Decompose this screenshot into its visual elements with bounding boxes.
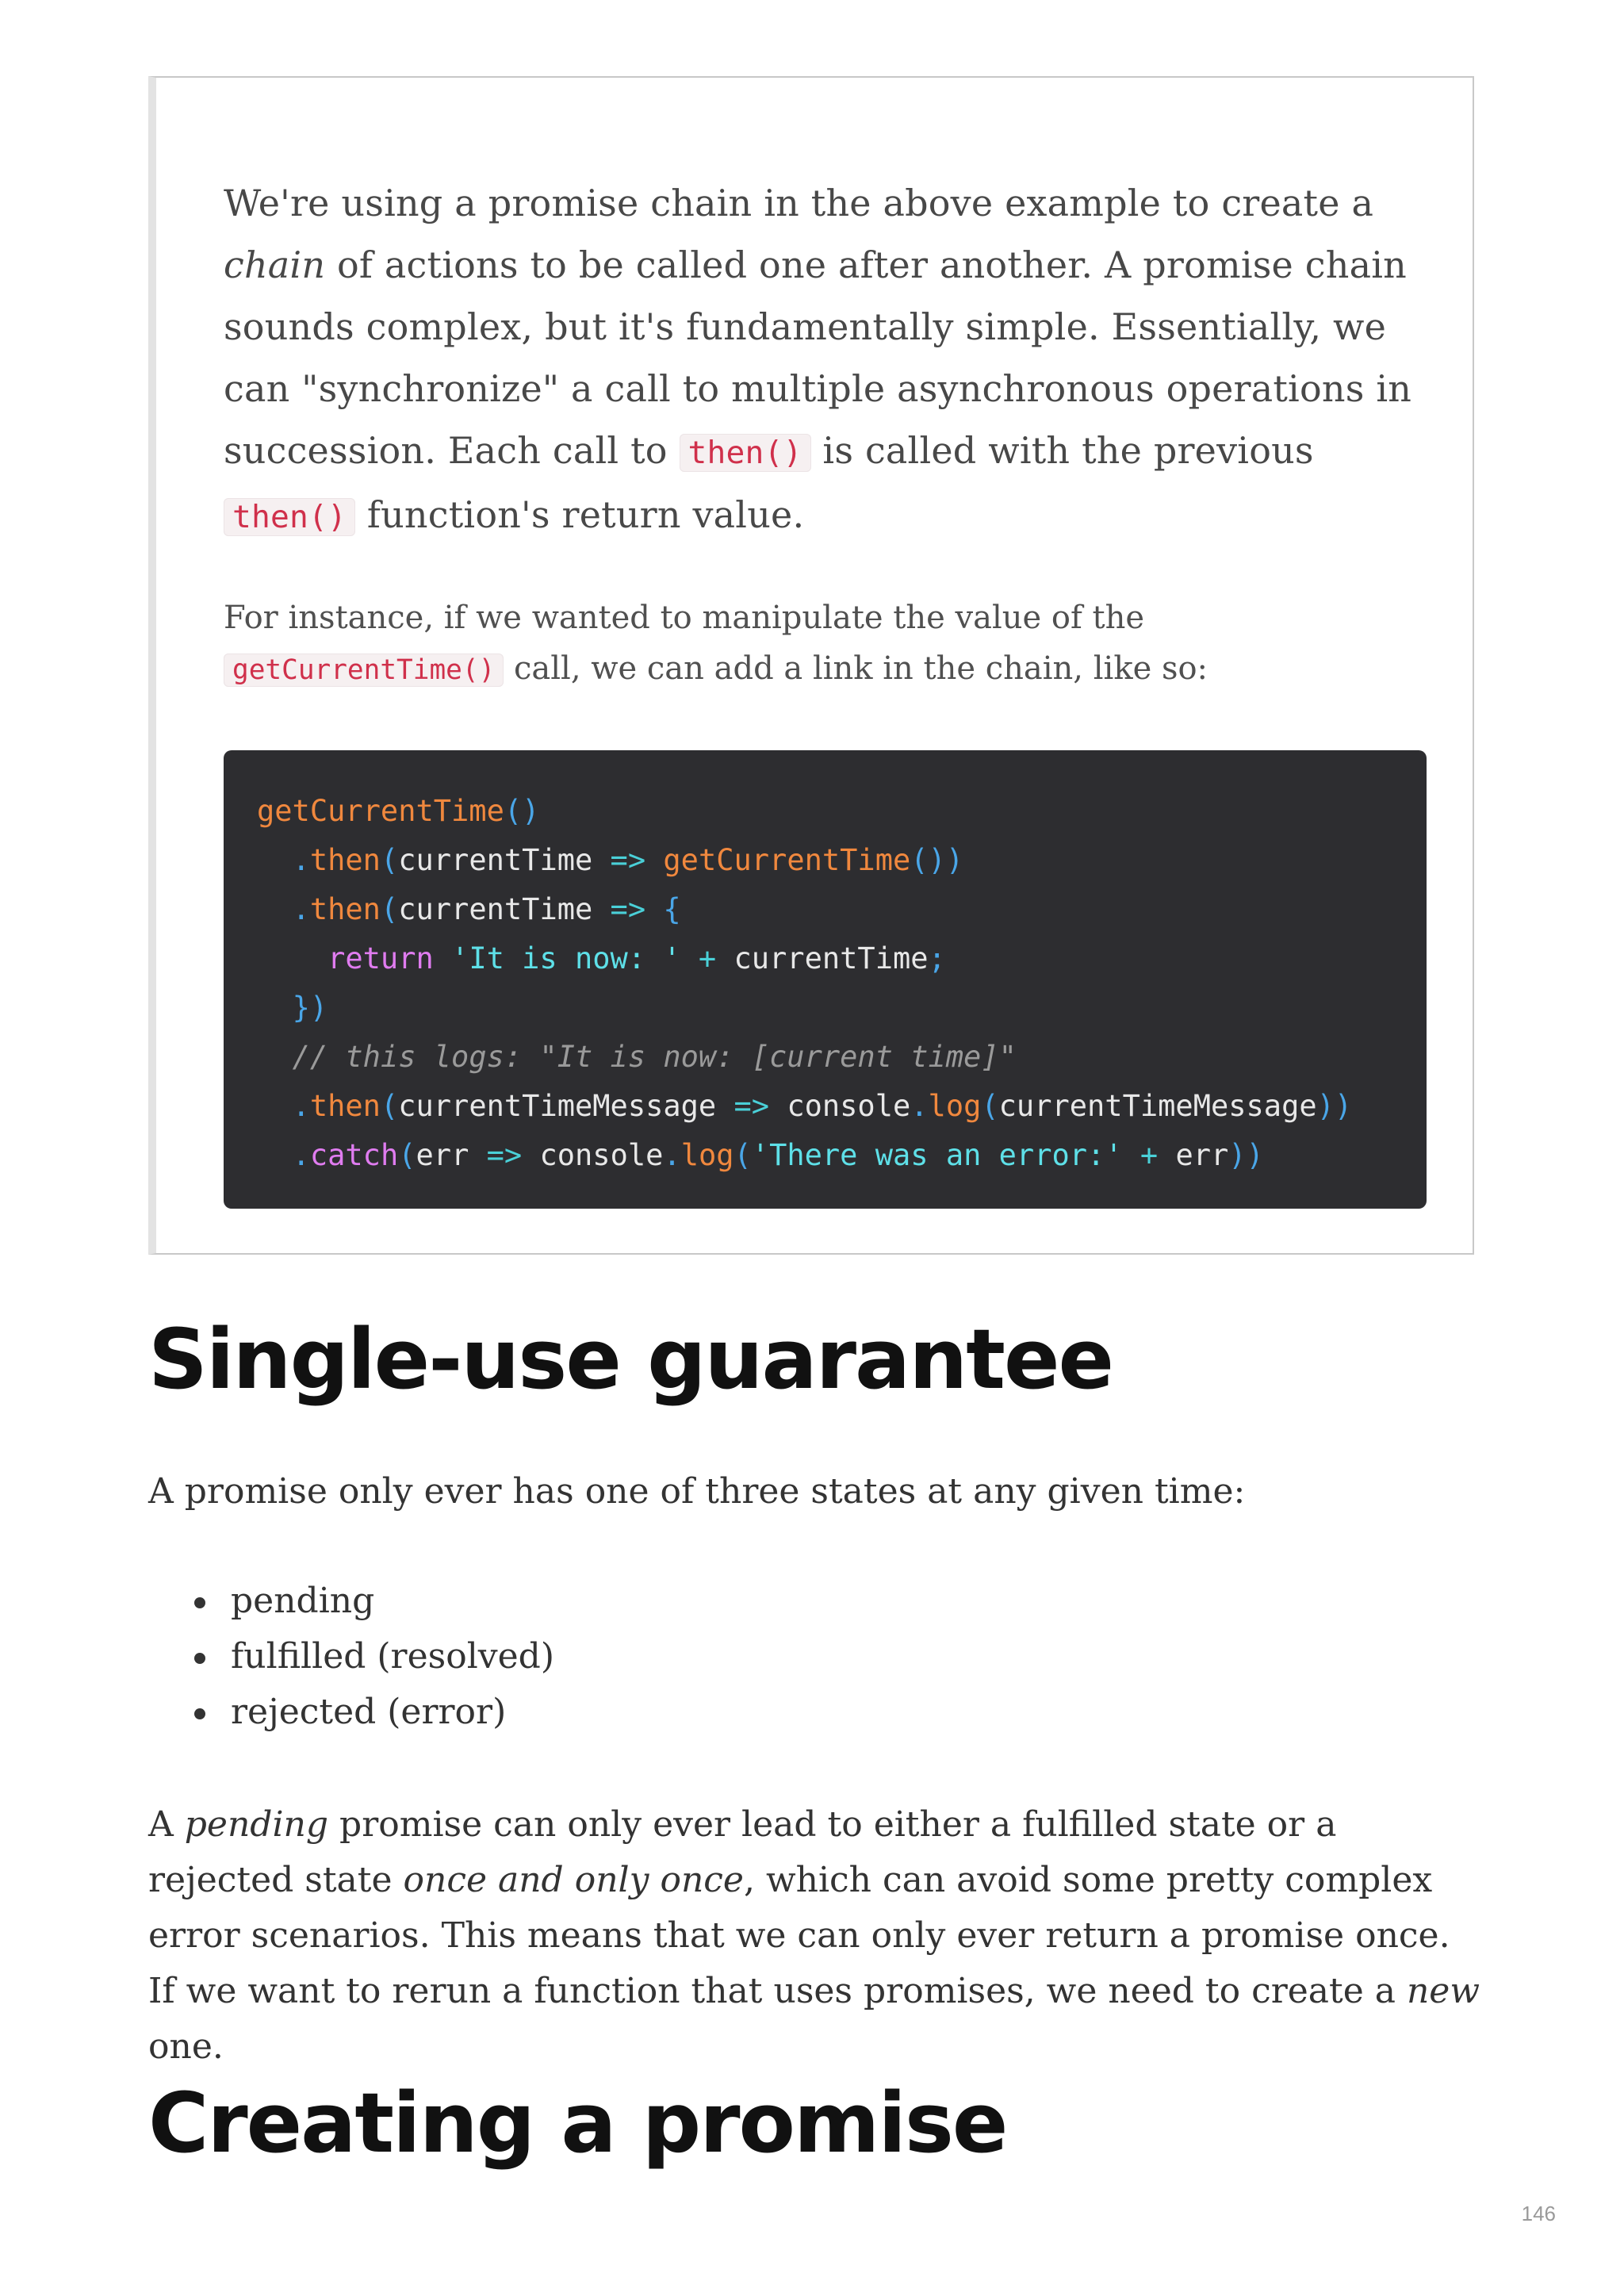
code-token: { — [663, 892, 681, 926]
code-token: )) — [1228, 1138, 1264, 1172]
code-token: ()) — [910, 843, 964, 877]
code-token: . — [292, 1138, 310, 1172]
code-indent — [257, 1138, 293, 1172]
list-item: pending — [231, 1573, 554, 1629]
code-token: err — [1175, 1138, 1229, 1172]
code-space — [681, 941, 699, 976]
code-indent — [257, 1040, 293, 1074]
emphasis-chain: chain — [224, 243, 326, 286]
code-token: currentTime — [398, 892, 611, 926]
callout-box — [148, 76, 1474, 1255]
code-token: currentTime — [733, 941, 929, 976]
states-intro-paragraph: A promise only ever has one of three states at any given time: — [148, 1471, 1246, 1512]
code-space — [645, 892, 663, 926]
code-token: + — [1139, 1138, 1159, 1172]
page-number: 146 — [1521, 2202, 1556, 2225]
code-token: then — [309, 1089, 381, 1123]
code-line-2 — [257, 836, 1393, 885]
list-item: fulfilled (resolved) — [231, 1629, 554, 1685]
code-line-3 — [257, 885, 1393, 934]
text-span: We're using a promise chain in the above example to create a — [224, 182, 1374, 224]
code-token: . — [663, 1138, 681, 1172]
code-line-8 — [257, 1131, 1393, 1180]
code-indent — [257, 843, 293, 877]
code-token: => — [486, 1138, 523, 1172]
code-space — [645, 843, 663, 877]
code-token: )) — [1316, 1089, 1353, 1123]
code-token: + — [698, 941, 717, 976]
code-indent — [257, 941, 327, 976]
heading-single-use-guarantee: Single-use guarantee — [148, 1311, 1113, 1408]
text-span: call, we can add a link in the chain, like so: — [504, 650, 1208, 687]
code-token: . — [910, 1089, 929, 1123]
code-line-5 — [257, 983, 1393, 1033]
code-comment: // this logs: "It is now: [current time]" — [292, 1040, 1017, 1074]
code-line-6 — [257, 1033, 1393, 1082]
code-token: console — [787, 1089, 911, 1123]
code-token: ( — [380, 892, 399, 926]
text-span: of actions to be called one after another. A promise chain sounds complex, but it's fundamentally simple. Essentially, we can "synchronize" a call to multiple asynchronous operations in succession. Each call to — [224, 243, 1412, 472]
text-span: function's return value. — [355, 493, 805, 536]
text-span: promise can only ever lead to either a fulfilled state or a rejected state — [148, 1804, 1337, 1900]
code-token: . — [292, 1089, 310, 1123]
text-span: A — [148, 1804, 185, 1845]
code-token: ( — [398, 1138, 416, 1172]
code-token: => — [610, 892, 646, 926]
code-token: . — [292, 843, 310, 877]
code-token: log — [928, 1089, 982, 1123]
code-token: log — [680, 1138, 734, 1172]
code-token: currentTimeMessage — [998, 1089, 1317, 1123]
text-span: For instance, if we wanted to manipulate the value of the — [224, 600, 1144, 636]
code-token: () — [504, 794, 540, 828]
promise-states-list — [148, 1573, 554, 1740]
text-span: , which can avoid some pretty complex error scenarios. This means that we can only ever return a promise once. If we want to rerun a function that uses promises, we need to create a — [148, 1860, 1450, 2011]
text-span: is called with the previous — [810, 429, 1314, 472]
code-token: getCurrentTime — [663, 843, 911, 877]
pending-promise-paragraph — [148, 1797, 1480, 2075]
code-token: err — [416, 1138, 487, 1172]
code-indent — [257, 892, 293, 926]
code-token: currentTime — [398, 843, 611, 877]
code-indent — [257, 1089, 293, 1123]
code-token: }) — [292, 991, 328, 1025]
code-token: ( — [380, 843, 399, 877]
code-token: then — [309, 843, 381, 877]
code-space — [769, 1089, 787, 1123]
emphasis-new: new — [1406, 1971, 1480, 2011]
code-token: console — [539, 1138, 664, 1172]
promise-chain-paragraph — [224, 172, 1429, 548]
emphasis-once: once and only once — [403, 1860, 744, 1900]
code-line-1 — [257, 787, 1393, 836]
code-token: => — [610, 843, 646, 877]
emphasis-pending: pending — [184, 1804, 329, 1845]
code-space — [522, 1138, 539, 1172]
code-token: getCurrentTime — [257, 794, 504, 828]
code-line-7 — [257, 1082, 1393, 1131]
code-token: ( — [733, 1138, 752, 1172]
text-span: one. — [148, 2026, 224, 2067]
code-space — [716, 941, 733, 976]
callout-content — [224, 172, 1429, 696]
code-block — [224, 750, 1427, 1209]
code-token: => — [733, 1089, 770, 1123]
code-space — [1123, 1138, 1140, 1172]
code-token: return — [327, 941, 434, 976]
code-space — [1158, 1138, 1175, 1172]
heading-creating-a-promise: Creating a promise — [148, 2075, 1007, 2171]
code-token: catch — [309, 1138, 399, 1172]
inline-code-getcurrenttime: getCurrentTime() — [224, 654, 504, 687]
code-token: ( — [380, 1089, 399, 1123]
list-item: rejected (error) — [231, 1685, 554, 1740]
code-token: ; — [928, 941, 946, 976]
code-token: then — [309, 892, 381, 926]
code-line-4 — [257, 934, 1393, 983]
code-token: . — [292, 892, 310, 926]
code-token: currentTimeMessage — [398, 1089, 734, 1123]
code-token: ( — [981, 1089, 999, 1123]
inline-code-then: then() — [680, 434, 811, 472]
code-token: 'It is now: ' — [451, 941, 681, 976]
for-instance-paragraph — [224, 592, 1429, 696]
code-indent — [257, 991, 293, 1025]
code-token: 'There was an error:' — [751, 1138, 1123, 1172]
code-space — [434, 941, 451, 976]
inline-code-then: then() — [224, 498, 355, 536]
